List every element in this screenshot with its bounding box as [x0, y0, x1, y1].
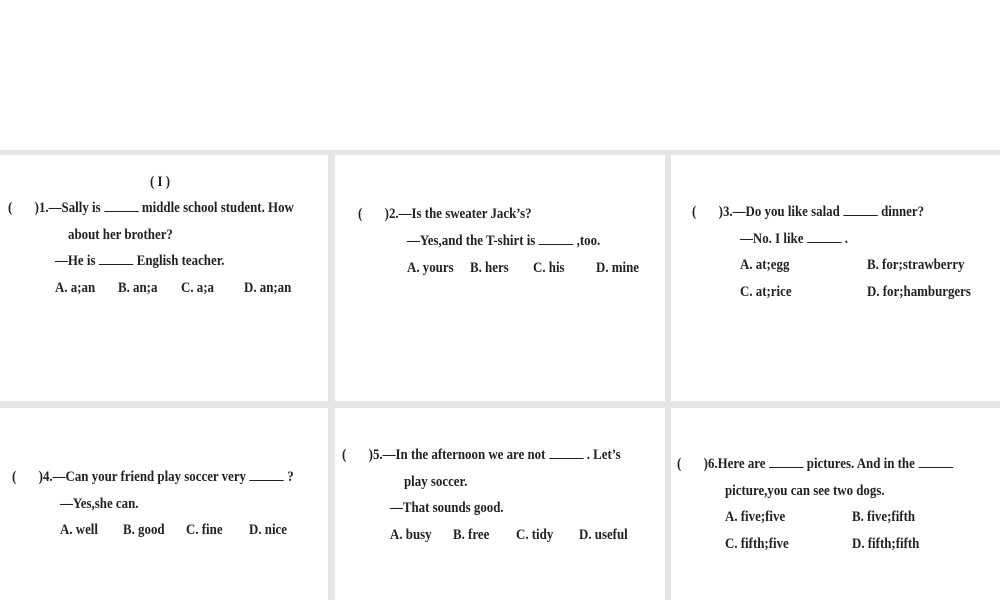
question-number: )5. — [368, 447, 383, 463]
question-number: )4. — [38, 469, 53, 485]
question-text: middle school student. How — [141, 200, 294, 216]
question-text: ,too. — [576, 233, 601, 249]
answer-paren-2[interactable]: ( — [358, 206, 363, 222]
option-b[interactable]: B. hers — [470, 260, 509, 276]
question-text: pictures. And in the — [806, 456, 915, 472]
option-c[interactable]: C. a;a — [181, 280, 214, 296]
question-text: dinner? — [881, 204, 925, 220]
fill-blank[interactable] — [99, 252, 133, 265]
option-d[interactable]: D. for;hamburgers — [867, 284, 971, 300]
question-3-line-1 — [692, 203, 924, 221]
question-1-line-3 — [55, 252, 224, 270]
question-6-line-1 — [677, 455, 956, 473]
option-a[interactable]: A. five;five — [725, 509, 786, 525]
answer-paren-5[interactable]: ( — [342, 447, 347, 463]
question-3-line-2 — [740, 230, 848, 248]
fill-blank[interactable] — [807, 230, 841, 243]
option-a[interactable]: A. yours — [407, 260, 454, 276]
option-d[interactable]: D. fifth;fifth — [852, 536, 920, 552]
question-text: —Is the sweater Jack’s? — [398, 206, 532, 222]
question-panel-2 — [335, 155, 665, 401]
answer-paren-6[interactable]: ( — [677, 456, 682, 472]
option-c[interactable]: C. at;rice — [740, 284, 792, 300]
question-2-line-1 — [358, 205, 532, 223]
answer-paren-3[interactable]: ( — [692, 204, 697, 220]
fill-blank[interactable] — [104, 199, 138, 212]
answer-paren-1[interactable]: ( — [8, 200, 13, 216]
option-c[interactable]: C. fifth;five — [725, 536, 789, 552]
question-panel-5 — [335, 408, 665, 600]
question-panel-1 — [0, 155, 328, 401]
question-number: )1. — [34, 200, 49, 216]
question-text: ? — [287, 469, 294, 485]
question-5-line-3: —That sounds good. — [390, 500, 504, 516]
option-c[interactable]: C. his — [533, 260, 565, 276]
option-d[interactable]: D. an;an — [244, 280, 292, 296]
question-2-line-2 — [407, 232, 600, 250]
option-a[interactable]: A. at;egg — [740, 257, 790, 273]
fill-blank[interactable] — [249, 468, 283, 481]
option-a[interactable]: A. busy — [390, 527, 432, 543]
question-text: —In the afternoon we are not — [382, 447, 546, 463]
question-text: —Do you like salad — [732, 204, 840, 220]
option-b[interactable]: B. good — [123, 522, 165, 538]
option-c[interactable]: C. fine — [186, 522, 223, 538]
fill-blank[interactable] — [843, 203, 877, 216]
question-text: —He is — [55, 253, 96, 269]
question-text: —Sally is — [48, 200, 101, 216]
answer-paren-4[interactable]: ( — [12, 469, 17, 485]
question-text: . Let’s — [586, 447, 621, 463]
question-text: Here are — [717, 456, 766, 472]
question-4-line-1 — [12, 468, 294, 486]
question-panel-6 — [671, 408, 1000, 600]
question-5-line-2: play soccer. — [404, 474, 468, 490]
fill-blank[interactable] — [918, 455, 952, 468]
fill-blank[interactable] — [549, 446, 583, 459]
option-d[interactable]: D. useful — [579, 527, 628, 543]
option-d[interactable]: D. nice — [249, 522, 287, 538]
option-d[interactable]: D. mine — [596, 260, 639, 276]
fill-blank[interactable] — [539, 232, 573, 245]
question-panel-4 — [0, 408, 328, 600]
option-b[interactable]: B. for;strawberry — [867, 257, 965, 273]
question-5-line-1 — [342, 446, 621, 464]
question-text: —Yes,and the T-shirt is — [407, 233, 536, 249]
option-a[interactable]: A. a;an — [55, 280, 96, 296]
fill-blank[interactable] — [769, 455, 803, 468]
option-c[interactable]: C. tidy — [516, 527, 554, 543]
question-text: . — [844, 231, 848, 247]
question-1-line-2: about her brother? — [68, 227, 173, 243]
question-6-line-2: picture,you can see two dogs. — [725, 483, 885, 499]
question-number: )6. — [703, 456, 718, 472]
option-b[interactable]: B. free — [453, 527, 490, 543]
question-panel-3 — [671, 155, 1000, 401]
section-label: ( I ) — [150, 174, 171, 190]
option-a[interactable]: A. well — [60, 522, 98, 538]
question-4-line-2: —Yes,she can. — [60, 496, 139, 512]
question-number: )3. — [718, 204, 733, 220]
question-text: —Can your friend play soccer very — [52, 469, 247, 485]
question-1-line-1 — [8, 199, 294, 217]
question-text: English teacher. — [136, 253, 225, 269]
option-b[interactable]: B. an;a — [118, 280, 158, 296]
option-b[interactable]: B. five;fifth — [852, 509, 916, 525]
question-text: —No. I like — [740, 231, 804, 247]
question-number: )2. — [384, 206, 399, 222]
